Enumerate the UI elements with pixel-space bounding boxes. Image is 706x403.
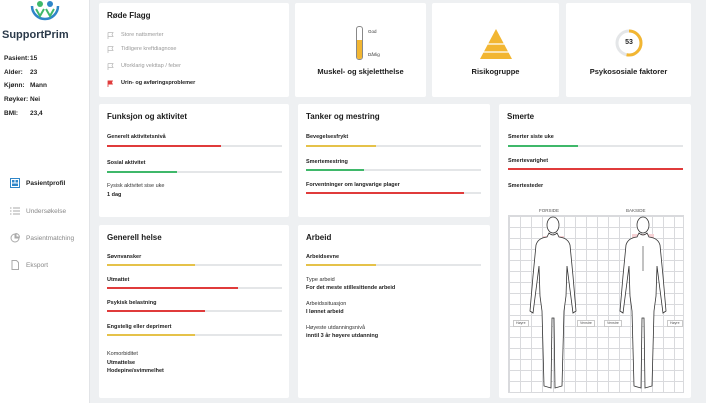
coping-bar-fill xyxy=(306,192,464,194)
nav-item-export[interactable] xyxy=(0,258,90,272)
coping-bar-fill xyxy=(306,145,376,147)
work-type-label: Type arbeid xyxy=(306,277,335,283)
general-bar-fill xyxy=(107,287,238,289)
function-bar-label: Sosial aktivitet xyxy=(107,160,146,166)
general-bar-label: Engstelig eller deprimert xyxy=(107,324,172,330)
brand-name: SupportPrim xyxy=(2,29,69,41)
document-icon xyxy=(8,259,22,271)
function-activity-title: Funksjon og aktivitet xyxy=(107,112,188,121)
patient-id-row: Pasient: 15 xyxy=(4,55,38,62)
physical-activity-label: Fysisk aktivitet sise uke xyxy=(107,183,165,189)
right-side-tag: Høyre xyxy=(513,320,529,327)
general-bar-label: Psykisk belastning xyxy=(107,300,157,306)
general-bar-label: Søvnvansker xyxy=(107,254,142,260)
musculoskeletal-title: Muskel- og skjeletthelse xyxy=(317,67,404,76)
general-bar-track xyxy=(107,287,282,289)
red-flag-item-active: Urin- og avføringsproblemer xyxy=(107,78,267,88)
flag-icon xyxy=(107,45,115,53)
red-flag-item: Store nattsmerter xyxy=(107,30,267,40)
thermometer-bad-label: Dårlig xyxy=(368,52,380,57)
general-health-card xyxy=(99,225,289,398)
psychosocial-card[interactable] xyxy=(566,3,691,97)
musculoskeletal-card[interactable] xyxy=(295,3,426,97)
psychosocial-title: Psykososiale faktorer xyxy=(589,67,668,76)
work-bar-label: Arbeidsevne xyxy=(306,254,340,260)
general-bar-fill xyxy=(107,310,205,312)
coping-bar-track xyxy=(306,145,481,147)
back-view-label: BAKSIDE xyxy=(626,208,646,213)
pain-bar-label: Smerter siste uke xyxy=(508,134,554,140)
pain-title: Smerte xyxy=(507,112,535,121)
front-view-label: FORSIDE xyxy=(539,208,560,213)
pyramid-icon xyxy=(480,29,512,59)
risk-group-card[interactable] xyxy=(432,3,559,97)
pie-icon xyxy=(8,232,22,244)
psychosocial-score: 53 xyxy=(625,39,633,46)
nav-label: Undersøkelse xyxy=(26,207,67,215)
sidebar xyxy=(0,0,90,403)
list-icon xyxy=(8,205,22,217)
patient-age-row: Alder: 23 xyxy=(4,69,38,76)
general-health-title: Generell helse xyxy=(107,233,162,242)
nav-item-patient-matching[interactable] xyxy=(0,231,90,245)
pain-bar-label: Smertevarighet xyxy=(508,158,549,164)
coping-bar-label: Smertemestring xyxy=(306,159,348,165)
pain-bar-fill xyxy=(508,168,683,170)
coping-bar-fill xyxy=(306,169,364,171)
thermometer-icon xyxy=(356,26,363,60)
right-side-tag: Høyre xyxy=(667,320,683,327)
comorbidity-item: Utmattelse xyxy=(107,360,136,366)
flag-icon xyxy=(107,31,115,39)
red-flags-title: Røde Flagg xyxy=(107,11,151,20)
body-outline xyxy=(509,216,685,394)
thermometer-good-label: God xyxy=(368,29,377,34)
function-bar-fill xyxy=(107,145,221,147)
nav-label: Pasientmatching xyxy=(26,234,75,242)
work-bar-track xyxy=(306,264,481,266)
patient-smoker-row: Røyker: Nei xyxy=(4,96,41,103)
coping-bar-label: Bevegelsesfrykt xyxy=(306,134,349,140)
work-bar-fill xyxy=(306,264,376,266)
logo-icon xyxy=(28,0,62,28)
function-activity-card xyxy=(99,104,289,217)
general-bar-fill xyxy=(107,264,195,266)
work-card xyxy=(298,225,490,398)
nav-item-patient-profile[interactable] xyxy=(0,176,90,190)
comorbidity-item: Hodepine/svimmelhet xyxy=(107,368,164,374)
profile-icon xyxy=(8,177,22,189)
education-label: Høyeste utdanningsnivå xyxy=(306,325,366,331)
coping-bar-track xyxy=(306,169,481,171)
function-bar-track xyxy=(107,171,282,173)
patient-bmi-row: BMI: 23,4 xyxy=(4,110,43,117)
work-situation-value: I lønnet arbeid xyxy=(306,309,344,315)
left-side-tag: Venstre xyxy=(577,320,595,327)
red-flag-item: Tidligere kreftdiagnose xyxy=(107,44,267,54)
work-situation-label: Arbeidssituasjon xyxy=(306,301,347,307)
work-type-value: For det meste stillesittende arbeid xyxy=(306,285,396,291)
general-bar-fill xyxy=(107,334,195,336)
pain-bar-track xyxy=(508,168,683,170)
risk-group-title: Risikogruppe xyxy=(471,67,520,76)
body-map[interactable] xyxy=(508,215,684,393)
left-side-tag: Venstre xyxy=(604,320,622,327)
coping-bar-track xyxy=(306,192,481,194)
pain-bar-fill xyxy=(508,145,578,147)
education-value: inntil 3 år høyere utdanning xyxy=(306,333,379,339)
function-bar-track xyxy=(107,145,282,147)
function-bar-label: Generelt aktivitetsnivå xyxy=(107,134,166,140)
coping-title: Tanker og mestring xyxy=(306,112,380,121)
flag-icon xyxy=(107,62,115,70)
function-bar-fill xyxy=(107,171,177,173)
nav-label: Eksport xyxy=(26,261,49,269)
general-bar-track xyxy=(107,310,282,312)
coping-bar-label: Forventninger om langvarige plager xyxy=(306,182,400,188)
comorbidity-label: Komorbiditet xyxy=(107,351,138,357)
general-bar-label: Utmattet xyxy=(107,277,130,283)
physical-activity-value: 1 dag xyxy=(107,192,122,198)
general-bar-track xyxy=(107,264,282,266)
patient-gender-row: Kjønn: Mann xyxy=(4,82,47,89)
red-flag-item: Uforklarig vekttap / feber xyxy=(107,61,267,71)
coping-card xyxy=(298,104,490,217)
general-bar-track xyxy=(107,334,282,336)
pain-bar-track xyxy=(508,145,683,147)
nav-item-examination[interactable] xyxy=(0,204,90,218)
flag-icon xyxy=(107,79,115,87)
red-flags-card xyxy=(99,3,289,97)
nav-label: Pasientprofil xyxy=(26,179,66,187)
pain-sites-label: Smertesteder xyxy=(508,183,544,189)
work-title: Arbeid xyxy=(306,233,332,242)
